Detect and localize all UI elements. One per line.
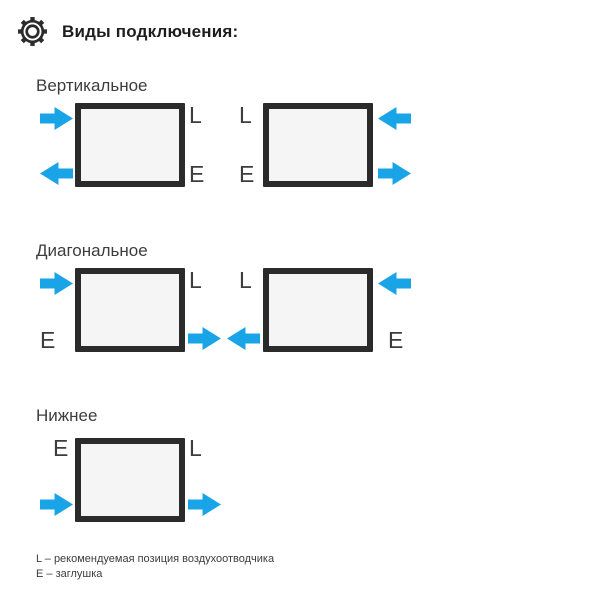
label-l: L	[239, 102, 252, 128]
flow-in-arrow-icon	[378, 272, 411, 295]
flow-out-arrow-icon	[188, 327, 221, 350]
label-l: L	[189, 435, 202, 461]
label-e: E	[40, 327, 56, 353]
radiator-box	[75, 268, 185, 352]
flow-out-arrow-icon	[188, 493, 221, 516]
flow-out-arrow-icon	[40, 162, 73, 185]
section-title-bottom: Нижнее	[36, 406, 98, 425]
radiator-box	[263, 103, 373, 187]
label-l: L	[189, 267, 202, 293]
radiator-box	[75, 103, 185, 187]
label-l: L	[189, 102, 202, 128]
legend-line-l: L – рекомендуемая позиция воздухоотводчика	[36, 553, 275, 565]
flow-in-arrow-icon	[378, 107, 411, 130]
label-e: E	[388, 327, 404, 353]
legend-line-e: E – заглушка	[36, 568, 103, 580]
flow-out-arrow-icon	[227, 327, 260, 350]
gear-icon	[16, 15, 49, 48]
flow-in-arrow-icon	[40, 107, 73, 130]
section-title-diagonal: Диагональное	[36, 241, 148, 260]
label-e: E	[53, 435, 69, 461]
label-e: E	[239, 161, 255, 187]
flow-in-arrow-icon	[40, 272, 73, 295]
legend	[36, 552, 274, 582]
page-title: Виды подключения:	[62, 22, 239, 41]
flow-out-arrow-icon	[378, 162, 411, 185]
section-title-vertical: Вертикальное	[36, 76, 148, 95]
flow-in-arrow-icon	[40, 493, 73, 516]
label-e: E	[189, 161, 205, 187]
radiator-box	[75, 438, 185, 522]
label-l: L	[239, 267, 252, 293]
radiator-box	[263, 268, 373, 352]
